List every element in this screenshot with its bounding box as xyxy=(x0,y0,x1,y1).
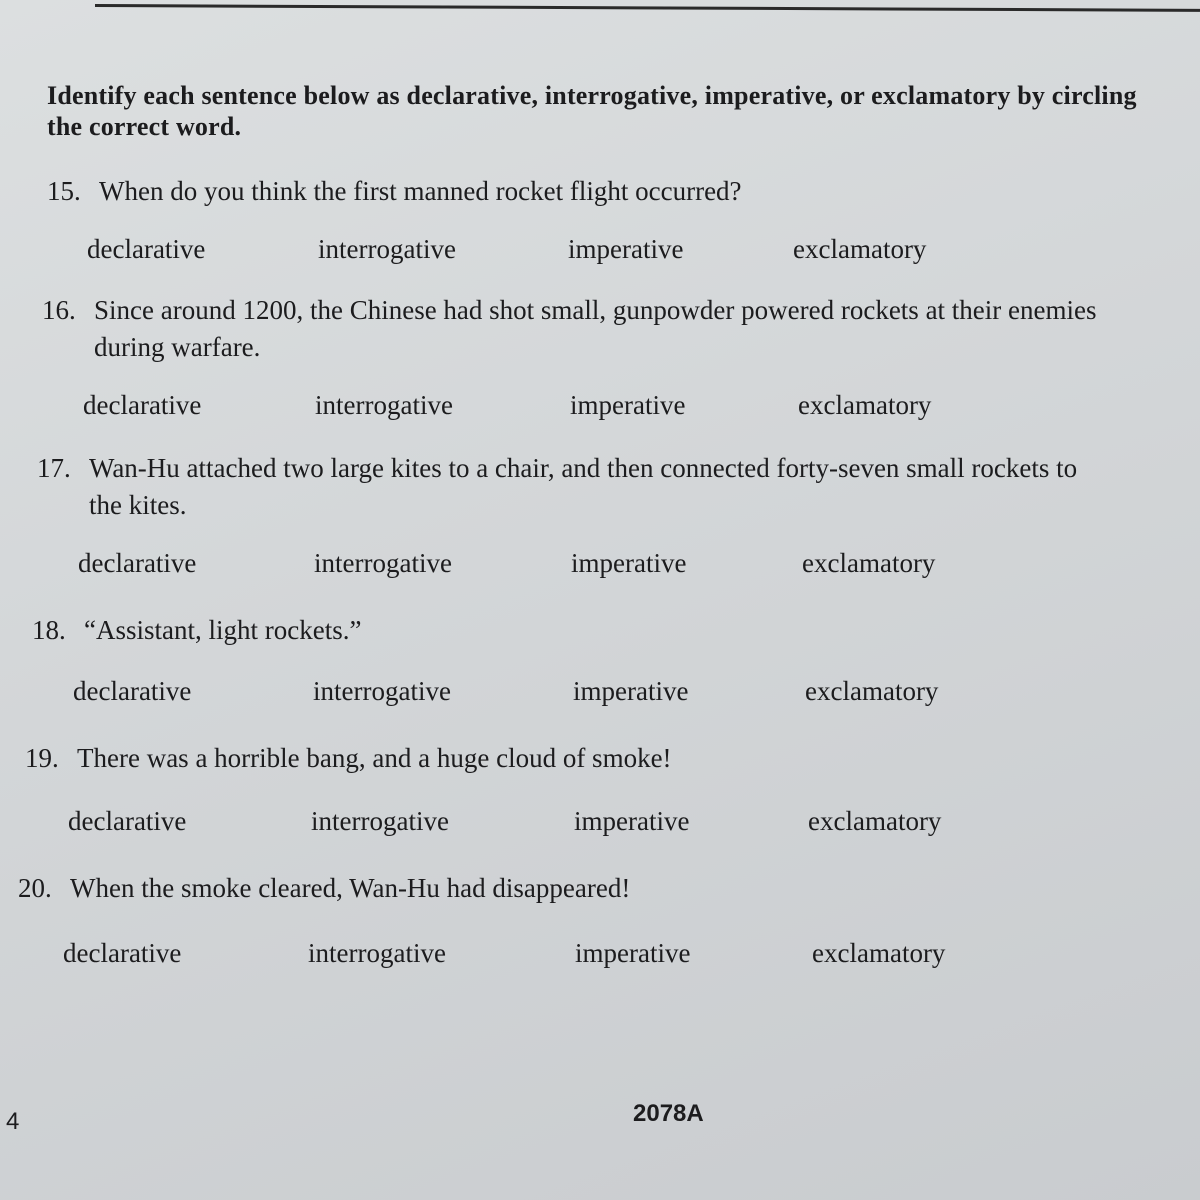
option-imperative[interactable]: imperative xyxy=(570,390,686,420)
options-19 xyxy=(0,806,1200,842)
question-text: There was a horrible bang, and a huge cloud of smoke! xyxy=(77,743,672,773)
question-text: When the smoke cleared, Wan-Hu had disappeared! xyxy=(70,873,631,903)
question-20 xyxy=(18,870,1158,907)
instructions: Identify each sentence below as declarative, interrogative, imperative, or exclamatory by circling the correct word. xyxy=(47,81,1137,141)
question-number: 18. xyxy=(32,615,66,645)
option-imperative[interactable]: imperative xyxy=(573,676,689,706)
question-18 xyxy=(32,612,1172,649)
option-declarative[interactable]: declarative xyxy=(63,938,182,968)
question-text: “Assistant, light rockets.” xyxy=(84,615,362,645)
question-number: 20. xyxy=(18,873,52,903)
question-text-continued: the kites. xyxy=(89,490,187,520)
option-imperative[interactable]: imperative xyxy=(574,806,690,836)
question-text-continued: during warfare. xyxy=(94,332,261,362)
question-text: When do you think the first manned rocket flight occurred? xyxy=(99,176,742,206)
option-exclamatory[interactable]: exclamatory xyxy=(808,806,942,836)
question-text: Since around 1200, the Chinese had shot small, gunpowder powered rockets at their enemies xyxy=(94,295,1097,325)
options-20 xyxy=(0,938,1200,974)
option-declarative[interactable]: declarative xyxy=(83,390,202,420)
option-imperative[interactable]: imperative xyxy=(571,548,687,578)
question-number: 16. xyxy=(42,295,76,325)
question-number: 19. xyxy=(25,743,59,773)
options-16 xyxy=(0,390,1200,426)
option-exclamatory[interactable]: exclamatory xyxy=(805,676,939,706)
question-number: 15. xyxy=(47,176,81,206)
option-declarative[interactable]: declarative xyxy=(78,548,197,578)
option-exclamatory[interactable]: exclamatory xyxy=(793,234,927,264)
options-17 xyxy=(0,548,1200,584)
option-imperative[interactable]: imperative xyxy=(568,234,684,264)
question-15 xyxy=(47,173,1187,210)
page-number: 4 xyxy=(6,1108,20,1135)
form-code: 2078A xyxy=(633,1100,704,1127)
option-interrogative[interactable]: interrogative xyxy=(311,806,449,836)
option-exclamatory[interactable]: exclamatory xyxy=(802,548,936,578)
question-19 xyxy=(25,740,1165,777)
option-interrogative[interactable]: interrogative xyxy=(318,234,456,264)
option-exclamatory[interactable]: exclamatory xyxy=(798,390,932,420)
top-rule xyxy=(95,4,1200,12)
option-exclamatory[interactable]: exclamatory xyxy=(812,938,946,968)
options-15 xyxy=(0,234,1200,270)
option-interrogative[interactable]: interrogative xyxy=(313,676,451,706)
option-imperative[interactable]: imperative xyxy=(575,938,691,968)
option-interrogative[interactable]: interrogative xyxy=(308,938,446,968)
option-declarative[interactable]: declarative xyxy=(73,676,192,706)
question-16 xyxy=(42,292,1200,366)
question-text: Wan-Hu attached two large kites to a chair, and then connected forty-seven small rockets to xyxy=(89,453,1078,483)
option-declarative[interactable]: declarative xyxy=(68,806,187,836)
options-18 xyxy=(0,676,1200,712)
option-interrogative[interactable]: interrogative xyxy=(314,548,452,578)
question-number: 17. xyxy=(37,453,71,483)
option-interrogative[interactable]: interrogative xyxy=(315,390,453,420)
option-declarative[interactable]: declarative xyxy=(87,234,206,264)
question-17 xyxy=(37,450,1200,524)
